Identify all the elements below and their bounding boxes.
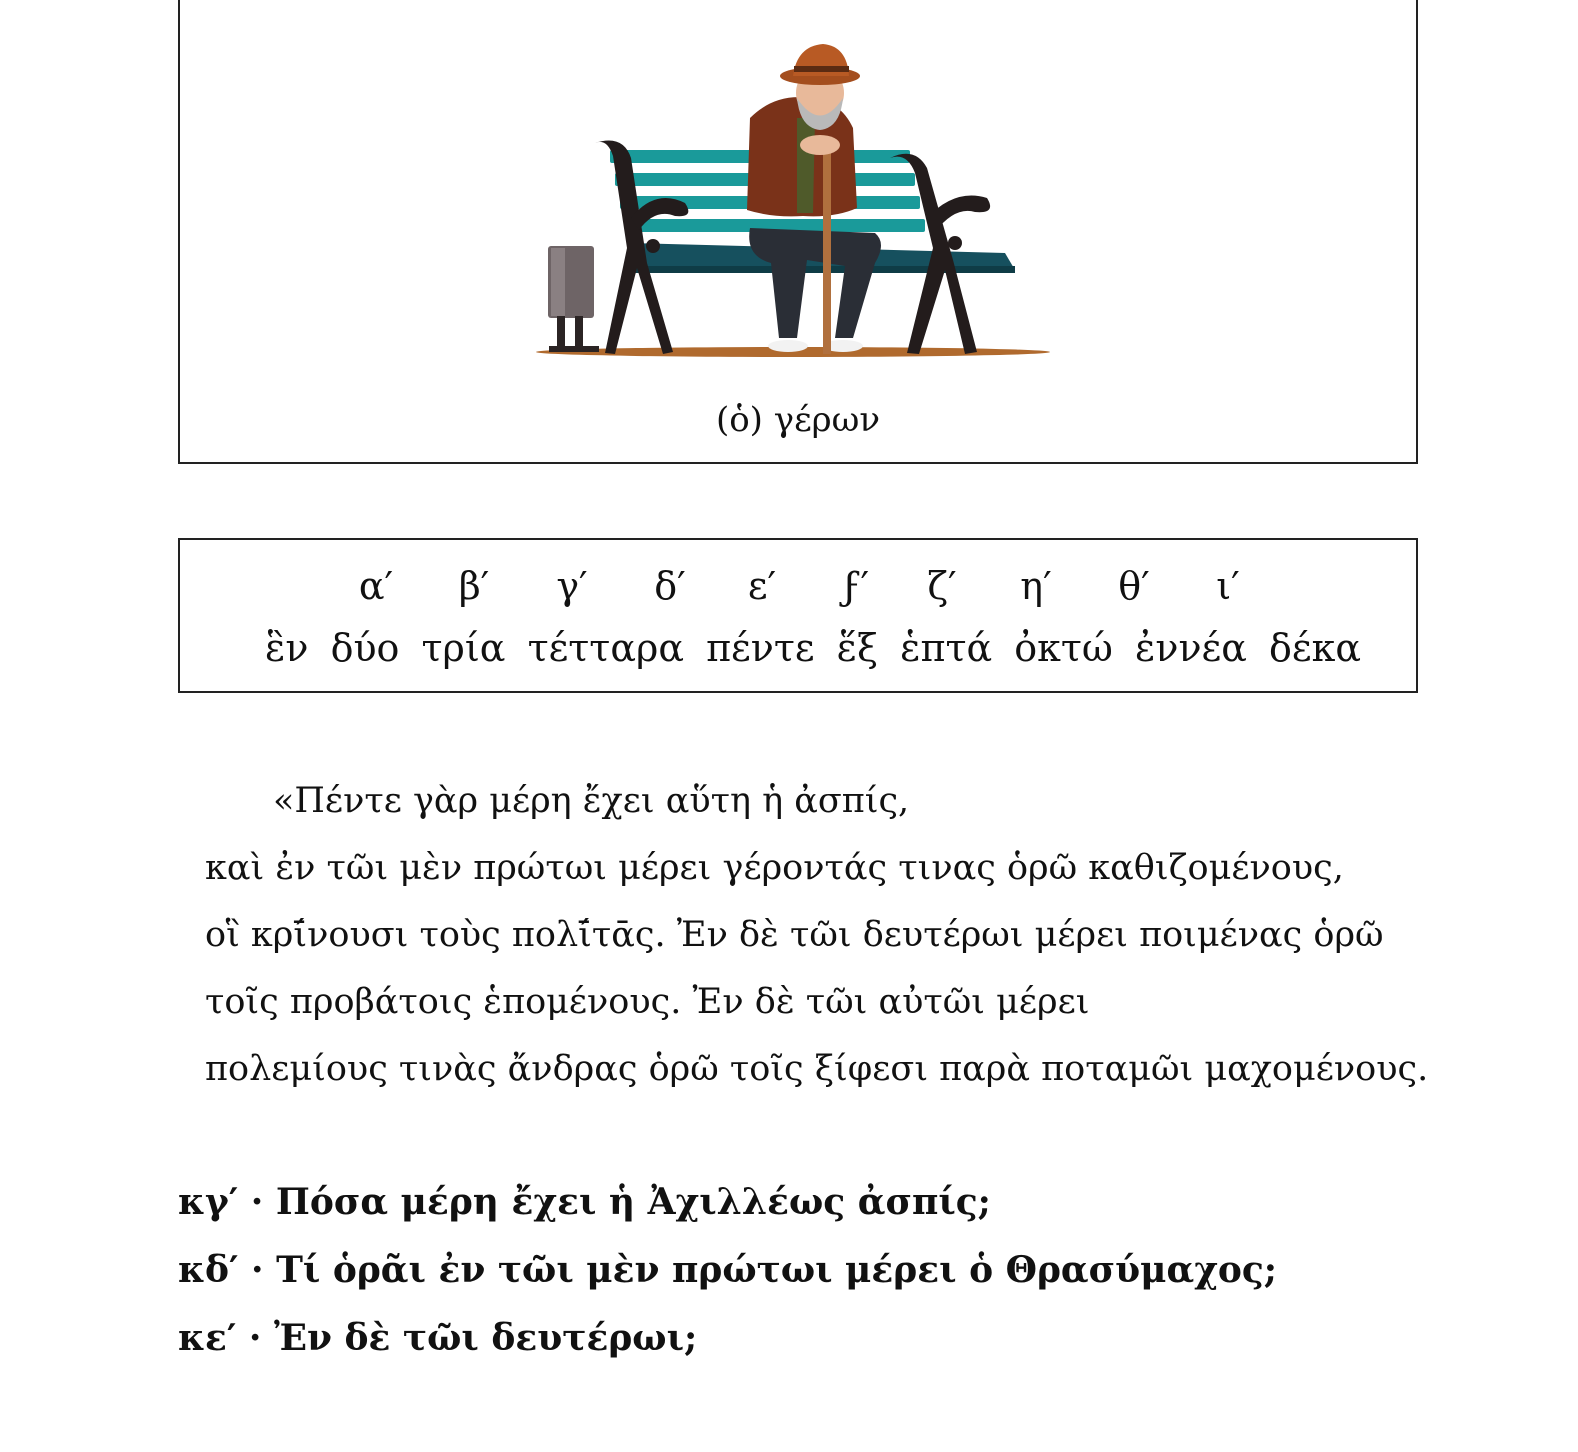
numeral-word: ὀκτώ xyxy=(1014,626,1113,670)
passage-line: οἳ κρῑ́νουσι τοὺς πολῑ́τᾱς. Ἐν δὲ τῶι δευτέρωι μέρει ποιμένας ὁρῶ xyxy=(205,915,1384,955)
numeral-words xyxy=(180,626,1416,670)
numeral-word: τέτταρα xyxy=(527,626,684,670)
question-list xyxy=(178,1168,1277,1372)
numeral-word: πέντε xyxy=(706,626,815,670)
numeral-word: ἕξ xyxy=(836,626,878,670)
passage-line: καὶ ἐν τῶι μὲν πρώτωι μέρει γέροντάς τινας ὁρῶ καθιζομένους, xyxy=(205,848,1344,888)
numeral-symbol: δ′ xyxy=(654,564,686,608)
passage-line: «Πέντε γὰρ μέρη ἔχει αὕτη ἡ ἀσπίς, xyxy=(273,781,910,821)
numeral-symbol: β′ xyxy=(458,564,490,608)
numeral-symbol: α′ xyxy=(358,564,394,608)
reading-passage xyxy=(205,768,1485,1103)
numeral-symbol: γ′ xyxy=(556,564,588,608)
numeral-word: δέκα xyxy=(1269,626,1361,670)
numeral-symbol: ι′ xyxy=(1216,564,1240,608)
numeral-symbol: η′ xyxy=(1020,564,1052,608)
figure-caption: (ὁ) γέρων xyxy=(715,400,881,440)
numeral-word: τρία xyxy=(421,626,506,670)
numeral-symbol: θ′ xyxy=(1118,564,1150,608)
numeral-symbol: ζ′ xyxy=(927,564,957,608)
passage-line: τοῖς προβάτοις ἑπομένους. Ἐν δὲ τῶι αὐτῶι μέρει xyxy=(205,982,1090,1022)
numeral-word: ἑπτά xyxy=(900,626,993,670)
numeral-word: ἓν xyxy=(264,626,309,670)
question-item: κδ′ · Τί ὁρᾶι ἐν τῶι μὲν πρώτωι μέρει ὁ Θρασύμαχος; xyxy=(178,1249,1278,1291)
question-item: κε′ · Ἐν δὲ τῶι δευτέρωι; xyxy=(178,1317,698,1359)
question-item: κγ′ · Πόσα μέρη ἔχει ἡ Ἀχιλλέως ἀσπίς; xyxy=(178,1181,991,1223)
figure-box xyxy=(178,0,1418,464)
numerals-box xyxy=(178,538,1418,693)
old-man-bench-illustration xyxy=(535,38,1065,368)
numeral-symbol: ϝ′ xyxy=(842,564,870,608)
numeral-word: δύο xyxy=(330,626,400,670)
numeral-word: ἐννέα xyxy=(1134,626,1247,670)
passage-line: πολεμίους τινὰς ἄνδρας ὁρῶ τοῖς ξίφεσι παρὰ ποταμῶι μαχομένους. xyxy=(205,1049,1429,1089)
numeral-symbol: ε′ xyxy=(747,564,777,608)
